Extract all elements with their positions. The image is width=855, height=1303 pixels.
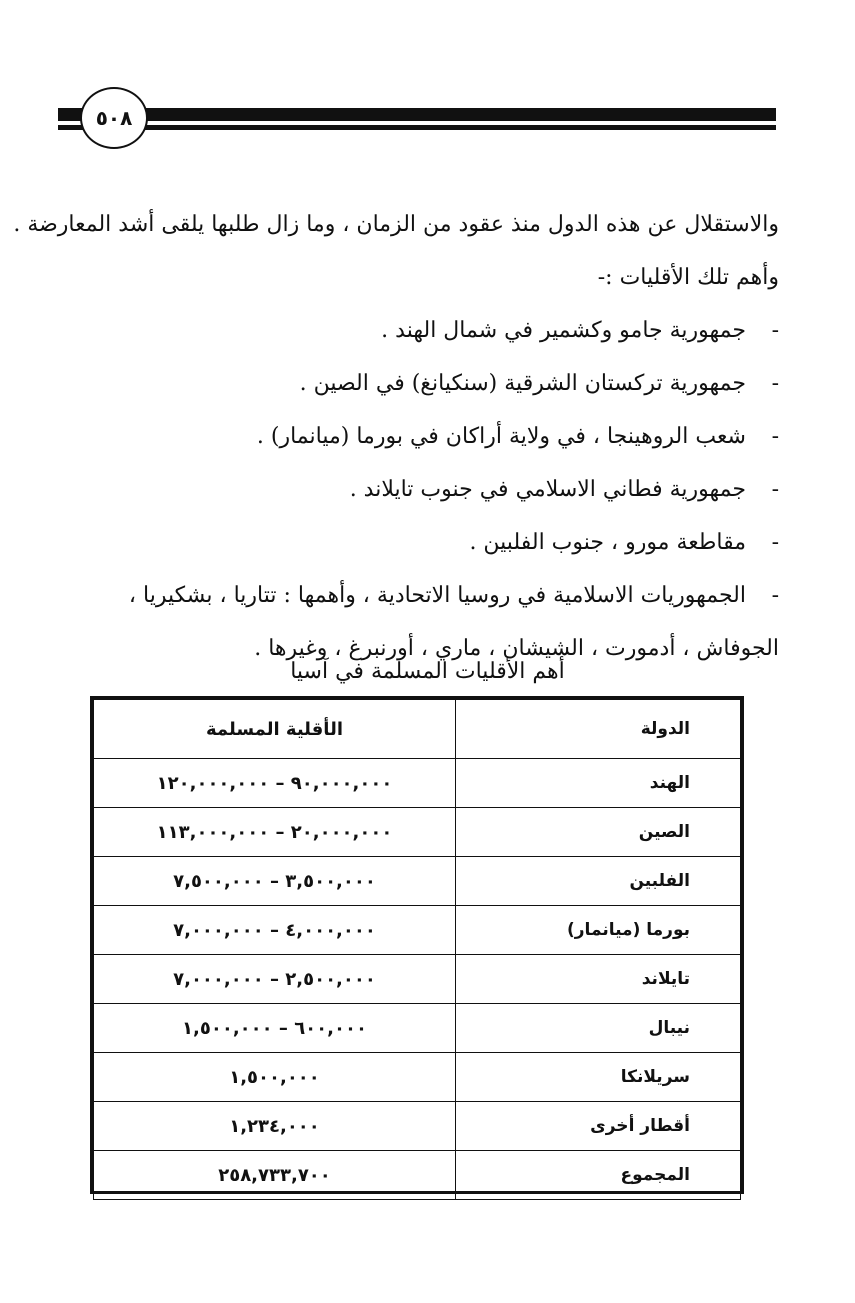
- table-grid: [93, 699, 741, 1200]
- list-item: [74, 463, 779, 516]
- list-dash: -: [771, 477, 779, 502]
- list-dash: -: [771, 424, 779, 449]
- page-number: ٥٠٨: [80, 87, 148, 149]
- value-cell: ١,٢٣٤,٠٠٠: [94, 1102, 456, 1151]
- list-item: [74, 569, 779, 622]
- list-item-text: الجمهوريات الاسلامية في روسيا الاتحادية ، وأهمها : تتاريا ، بشكيريا ،: [128, 583, 746, 608]
- header-minority: الأقلية المسلمة: [94, 700, 456, 759]
- table-row-total: [94, 1151, 741, 1200]
- country-cell: سريلانكا: [456, 1053, 741, 1102]
- table-row: [94, 1004, 741, 1053]
- header-country: الدولة: [456, 700, 741, 759]
- header-rule-thick: [58, 108, 776, 121]
- value-cell: ٢٠,٠٠٠,٠٠٠ – ١١٣,٠٠٠,٠٠٠: [94, 808, 456, 857]
- list-item-text: جمهورية تركستان الشرقية (سنكيانغ) في الصين .: [299, 371, 746, 396]
- value-cell: ٣,٥٠٠,٠٠٠ – ٧,٥٠٠,٠٠٠: [94, 857, 456, 906]
- country-cell: الفلبين: [456, 857, 741, 906]
- value-cell: ٤,٠٠٠,٠٠٠ – ٧,٠٠٠,٠٠٠: [94, 906, 456, 955]
- paragraph-lead: وأهم تلك الأقليات :-: [597, 265, 779, 290]
- list-item: [74, 357, 779, 410]
- country-cell: أقطار أخرى: [456, 1102, 741, 1151]
- table-title: أهم الأقليات المسلمة في آسيا: [290, 659, 565, 684]
- list-item-text: شعب الروهينجا ، في ولاية أراكان في بورما (ميانمار) .: [256, 424, 746, 449]
- list-dash: -: [771, 318, 779, 343]
- value-cell: ٩٠,٠٠٠,٠٠٠ – ١٢٠,٠٠٠,٠٠٠: [94, 759, 456, 808]
- table-row: [94, 955, 741, 1004]
- list-dash: -: [771, 371, 779, 396]
- table-row: [94, 906, 741, 955]
- table-row: [94, 808, 741, 857]
- page-header: [58, 84, 776, 154]
- value-cell: ٦٠٠,٠٠٠ – ١,٥٠٠,٠٠٠: [94, 1004, 456, 1053]
- list-dash: -: [771, 583, 779, 608]
- country-cell: بورما (ميانمار): [456, 906, 741, 955]
- table-header-row: [94, 700, 741, 759]
- list-item: [74, 410, 779, 463]
- body-text: [13, 198, 779, 675]
- country-cell: الهند: [456, 759, 741, 808]
- value-cell: ٢,٥٠٠,٠٠٠ – ٧,٠٠٠,٠٠٠: [94, 955, 456, 1004]
- table-row: [94, 759, 741, 808]
- list-continuation: الجوفاش ، أدمورت ، الشيشان ، ماري ، أورنبرغ ، وغيرها .: [254, 636, 779, 661]
- country-cell: تايلاند: [456, 955, 741, 1004]
- list-item-text: جمهورية فطاني الاسلامي في جنوب تايلاند .: [349, 477, 746, 502]
- value-cell: ٢٥٨,٧٣٣,٧٠٠: [94, 1151, 456, 1200]
- country-cell: نيبال: [456, 1004, 741, 1053]
- paragraph-intro: والاستقلال عن هذه الدول منذ عقود من الزمان ، وما زال طلبها يلقى أشد المعارضة .: [13, 212, 779, 237]
- table-row: [94, 1102, 741, 1151]
- list-item: [74, 304, 779, 357]
- country-cell: المجموع: [456, 1151, 741, 1200]
- list-item-text: جمهورية جامو وكشمير في شمال الهند .: [381, 318, 746, 343]
- country-cell: الصين: [456, 808, 741, 857]
- list-item-text: مقاطعة مورو ، جنوب الفلبين .: [469, 530, 746, 555]
- table-row: [94, 857, 741, 906]
- header-rule-thin: [58, 125, 776, 130]
- list-dash: -: [771, 530, 779, 555]
- minorities-table: [90, 696, 744, 1194]
- table-row: [94, 1053, 741, 1102]
- list-item: [74, 516, 779, 569]
- value-cell: ١,٥٠٠,٠٠٠: [94, 1053, 456, 1102]
